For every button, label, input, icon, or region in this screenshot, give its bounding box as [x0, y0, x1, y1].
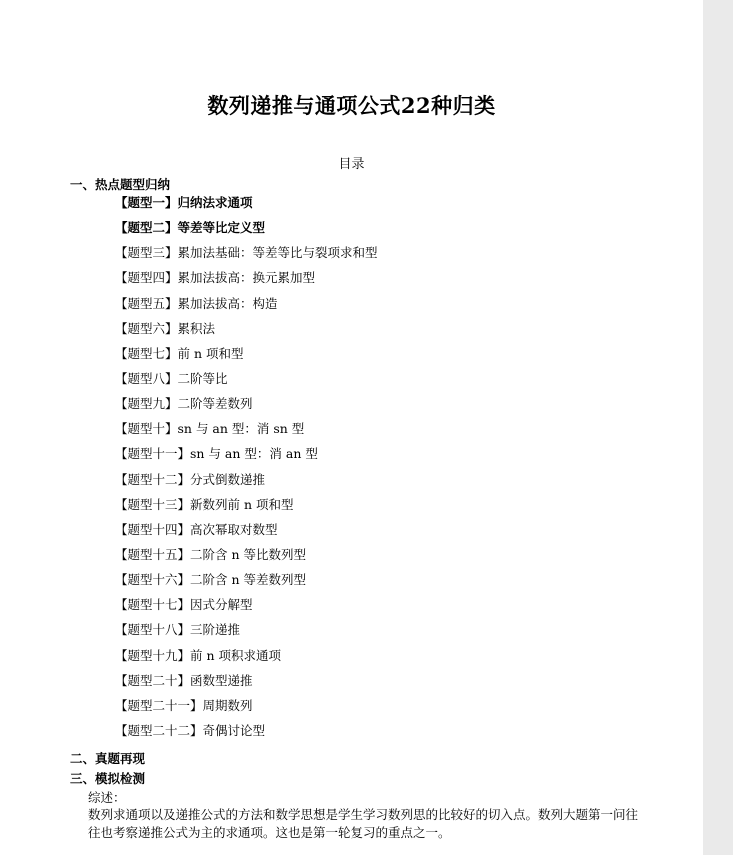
document-title: 数列递推与通项公式22种归类 [207, 93, 496, 118]
toc-item[interactable]: 【题型十二】分式倒数递推 [115, 471, 266, 487]
toc-item[interactable]: 【题型六】累积法 [115, 320, 216, 336]
toc-item[interactable]: 【题型十】sn 与 an 型：消 sn 型 [115, 421, 305, 437]
toc-item[interactable]: 【题型十一】sn 与 an 型：消 an 型 [115, 446, 318, 462]
toc-list [115, 196, 378, 749]
summary-paragraph: 数列求通项以及递推公式的方法和数学思想是学生学习数列思的比较好的切入点。数列大题第一问往往也考察递推公式为主的求通项。这也是第一轮复习的重点之一。 [88, 807, 639, 840]
toc-item[interactable]: 【题型四】累加法拔高：换元累加型 [115, 270, 316, 286]
toc-item[interactable]: 【题型五】累加法拔高：构造 [115, 295, 278, 311]
section-hot-topics: 一、热点题型归纳 [70, 177, 171, 192]
toc-item[interactable]: 【题型一】归纳法求通项 [115, 195, 253, 210]
toc-item[interactable]: 【题型二十二】奇偶讨论型 [115, 722, 266, 738]
toc-heading: 目录 [338, 157, 365, 172]
toc-item[interactable]: 【题型三】累加法基础：等差等比与裂项求和型 [115, 245, 378, 261]
toc-item[interactable]: 【题型七】前 n 项和型 [115, 345, 244, 361]
summary-heading: 综述： [88, 790, 126, 805]
toc-item[interactable]: 【题型八】二阶等比 [115, 370, 228, 386]
toc-item[interactable]: 【题型十三】新数列前 n 项和型 [115, 496, 294, 512]
section-mock-tests: 三、模拟检测 [70, 771, 146, 786]
toc-item[interactable]: 【题型十四】高次幂取对数型 [115, 521, 278, 537]
viewer-background [703, 0, 733, 855]
toc-item[interactable]: 【题型二十】函数型递推 [115, 672, 253, 688]
toc-item[interactable]: 【题型十九】前 n 项积求通项 [115, 647, 281, 663]
toc-item[interactable]: 【题型十八】三阶递推 [115, 622, 241, 638]
toc-item[interactable]: 【题型九】二阶等差数列 [115, 396, 253, 412]
toc-item[interactable]: 【题型二十一】周期数列 [115, 697, 253, 713]
section-real-exams: 二、真题再现 [70, 751, 146, 766]
toc-item[interactable]: 【题型十七】因式分解型 [115, 597, 253, 613]
toc-item[interactable]: 【题型十五】二阶含 n 等比数列型 [115, 546, 306, 562]
toc-item[interactable]: 【题型十六】二阶含 n 等差数列型 [115, 572, 306, 588]
toc-item[interactable]: 【题型二】等差等比定义型 [115, 220, 266, 236]
